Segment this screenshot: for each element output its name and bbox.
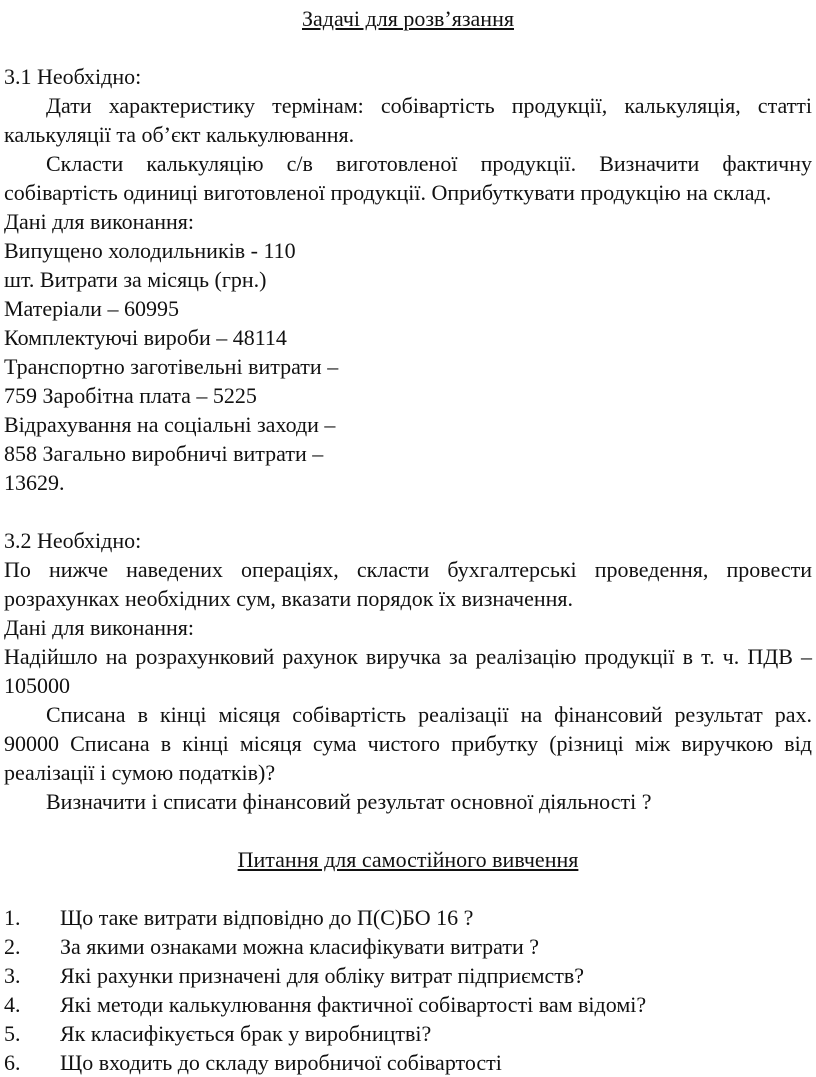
task-3-1-paragraph-1: Дати характеристику термінам: собівартість продукції, калькуляція, статті калькуляції та об’єкт калькулювання.: [4, 93, 812, 147]
task-3-1-heading: 3.1 Необхідно:: [4, 64, 142, 89]
task-3-2-paragraph-2: Надійшло на розрахунковий рахунок виручка за реалізацію продукції в т. ч. ПДВ – 105000: [4, 644, 812, 698]
list-item-number: 3.: [4, 963, 21, 988]
spacer: [4, 816, 812, 845]
data-line: 858 Загально виробничі витрати –: [4, 441, 324, 466]
list-item: [4, 1048, 812, 1077]
spacer: [4, 874, 812, 903]
list-item-number: 6.: [4, 1050, 21, 1075]
data-line: шт. Витрати за місяць (грн.): [4, 267, 267, 292]
section-title-questions: Питання для самостійного вивчення: [237, 847, 579, 872]
task-3-1-paragraph-2: Скласти калькуляцію с/в виготовленої продукції. Визначити фактичну собівартість одиниці виготовленої продукції. Оприбуткувати продукцію на склад.: [4, 151, 812, 205]
task-3-2-paragraph-1: По нижче наведених операціях, скласти бухгалтерські проведення, провести розрахунках необхідних сум, вказати порядок їх визначення.: [4, 557, 812, 611]
list-item-text: Які методи калькулювання фактичної собівартості вам відомі?: [60, 992, 647, 1017]
list-item-number: 1.: [4, 905, 21, 930]
task-3-2-heading: 3.2 Необхідно:: [4, 528, 142, 553]
data-line: Комплектуючі вироби – 48114: [4, 325, 287, 350]
data-line: Дані для виконання:: [4, 209, 194, 234]
data-line: 13629.: [4, 470, 65, 495]
data-line: 759 Заробітна плата – 5225: [4, 383, 257, 408]
task-3-2-data-label: Дані для виконання:: [4, 615, 194, 640]
section-title-tasks: Задачі для розв’язання: [302, 6, 514, 31]
questions-list: [4, 903, 812, 1077]
task-3-1-data-block: [4, 207, 812, 497]
list-item: [4, 961, 812, 990]
list-item: [4, 932, 812, 961]
list-item: [4, 903, 812, 932]
list-item: [4, 990, 812, 1019]
data-line: Випущено холодильників - 110: [4, 238, 296, 263]
spacer: [4, 497, 812, 526]
data-line: Матеріали – 60995: [4, 296, 179, 321]
document-page: [4, 0, 812, 1077]
list-item-text: Як класифікується брак у виробництві?: [60, 1021, 432, 1046]
list-item-text: Що таке витрати відповідно до П(С)БО 16 ?: [60, 905, 474, 930]
task-3-2-paragraph-3: Списана в кінці місяця собівартість реалізації на фінансовий результат рах. 90000 Списана в кінці місяця сума чистого прибутку (різниці між виручкою від реалізації і сумою податків)?: [4, 702, 812, 785]
list-item: [4, 1019, 812, 1048]
spacer: [4, 33, 812, 62]
list-item-number: 5.: [4, 1021, 21, 1046]
task-3-2-paragraph-4: Визначити і списати фінансовий результат основної діяльності ?: [46, 789, 652, 814]
list-item-text: Які рахунки призначені для обліку витрат підприємств?: [60, 963, 585, 988]
data-line: Відрахування на соціальні заходи –: [4, 412, 336, 437]
data-line: Транспортно заготівельні витрати –: [4, 354, 339, 379]
list-item-number: 4.: [4, 992, 21, 1017]
list-item-text: Що входить до складу виробничої собівартості: [60, 1050, 502, 1075]
list-item-number: 2.: [4, 934, 21, 959]
list-item-text: За якими ознаками можна класифікувати витрати ?: [60, 934, 540, 959]
